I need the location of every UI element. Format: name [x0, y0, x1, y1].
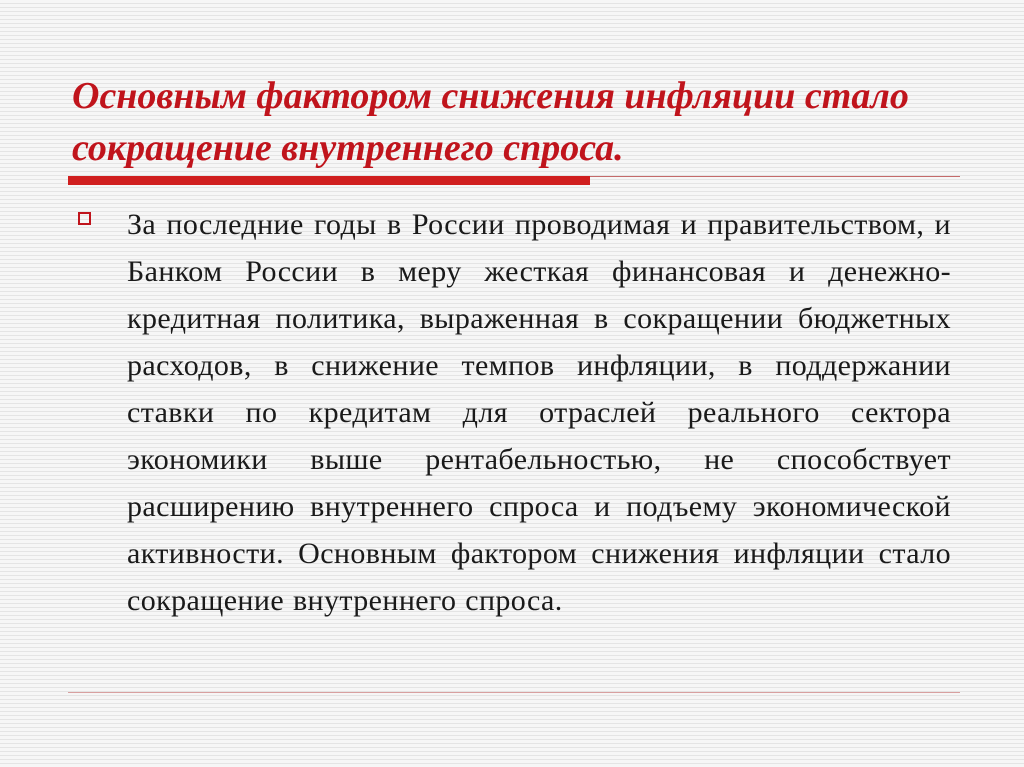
- bullet-paragraph: За последние годы в России проводимая и правительством, и Банком России в меру жесткая финансовая и денежно-кредитная политика, выраженная в сокращении бюджетных расходов, в снижение темпов инфляции, в поддержании ставки по кредитам для отраслей реального сектора экономики выше рентабельностью, не способствует расширению внутреннего спроса и подъему экономической активности. Основным фактором снижения инфляции стало сокращение внутреннего спроса.: [127, 208, 951, 617]
- bottom-divider-line: [68, 692, 960, 693]
- title-accent-bar: [68, 176, 590, 185]
- hollow-square-bullet-icon: [78, 212, 91, 225]
- slide-title: Основным фактором снижения инфляции стало сокращение внутреннего спроса.: [72, 75, 909, 169]
